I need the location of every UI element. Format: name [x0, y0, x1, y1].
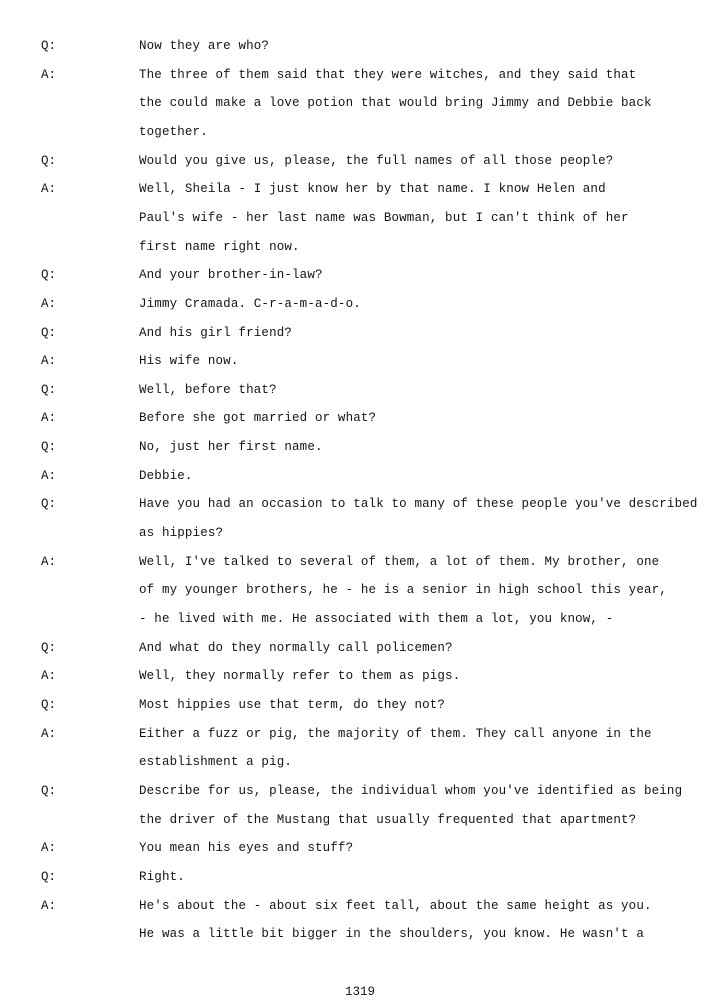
line-text: establishment a pig. — [139, 755, 293, 770]
speaker-label: A: — [41, 898, 57, 913]
line-text: His wife now. — [139, 354, 239, 369]
transcript-line — [0, 466, 720, 486]
line-text: You mean his eyes and stuff? — [139, 841, 354, 856]
speaker-label: A: — [41, 411, 57, 426]
speaker-label: A: — [41, 296, 57, 311]
speaker-label: A: — [41, 468, 57, 483]
line-text: Now they are who? — [139, 39, 270, 53]
transcript-line — [0, 408, 720, 428]
speaker-label: Q: — [41, 497, 57, 512]
line-text: No, just her first name. — [139, 440, 323, 455]
line-text: the could make a love potion that would bring Jimmy and Debbie back — [139, 96, 652, 111]
transcript-line — [0, 896, 720, 916]
transcript-line — [0, 666, 720, 686]
speaker-label: Q: — [41, 783, 57, 798]
speaker-label: Q: — [41, 39, 57, 53]
line-text: of my younger brothers, he - he is a senior in high school this year, — [139, 583, 667, 598]
transcript-line — [0, 609, 720, 629]
speaker-label: A: — [41, 67, 57, 82]
transcript-line — [0, 294, 720, 314]
transcript-line — [0, 237, 720, 257]
line-text: Right. — [139, 869, 185, 884]
line-text: Describe for us, please, the individual whom you've identified as being — [139, 783, 683, 798]
transcript-line — [0, 781, 720, 801]
speaker-label: Q: — [41, 440, 57, 455]
transcript-line — [0, 179, 720, 199]
transcript-line — [0, 437, 720, 457]
speaker-label: Q: — [41, 640, 57, 655]
transcript-line — [0, 65, 720, 85]
speaker-label: Q: — [41, 869, 57, 884]
transcript-line — [0, 494, 720, 514]
transcript-line — [0, 151, 720, 171]
speaker-label: A: — [41, 841, 57, 856]
speaker-label: A: — [41, 182, 57, 197]
line-text: the driver of the Mustang that usually frequented that apartment? — [139, 812, 637, 827]
line-text: first name right now. — [139, 239, 300, 254]
line-text: He was a little bit bigger in the shoulders, you know. He wasn't a — [139, 927, 644, 942]
line-text: Well, Sheila - I just know her by that name. I know Helen and — [139, 182, 606, 197]
line-text: together. — [139, 124, 208, 139]
line-text: The three of them said that they were witches, and they said that — [139, 67, 637, 82]
transcript-line — [0, 323, 720, 343]
transcript-line — [0, 122, 720, 142]
speaker-label: A: — [41, 554, 57, 569]
line-text: Well, before that? — [139, 382, 277, 397]
line-text: Before she got married or what? — [139, 411, 377, 426]
transcript-line — [0, 695, 720, 715]
transcript-line — [0, 924, 720, 944]
line-text: Well, they normally refer to them as pigs. — [139, 669, 461, 684]
transcript-line — [0, 838, 720, 858]
line-text: Jimmy Cramada. C-r-a-m-a-d-o. — [139, 296, 361, 311]
speaker-label: A: — [41, 354, 57, 369]
transcript-line — [0, 380, 720, 400]
line-text: He's about the - about six feet tall, about the same height as you. — [139, 898, 652, 913]
line-text: Either a fuzz or pig, the majority of them. They call anyone in the — [139, 726, 652, 741]
line-text: And what do they normally call policemen? — [139, 640, 453, 655]
speaker-label: A: — [41, 669, 57, 684]
transcript-line — [0, 93, 720, 113]
transcript-line — [0, 752, 720, 772]
transcript-line — [0, 580, 720, 600]
transcript-line — [0, 638, 720, 658]
line-text: as hippies? — [139, 526, 224, 540]
transcript-line — [0, 36, 720, 56]
page-number: 1319 — [344, 985, 375, 999]
speaker-label: Q: — [41, 325, 57, 340]
line-text: Most hippies use that term, do they not? — [139, 697, 446, 712]
speaker-label: Q: — [41, 153, 57, 168]
speaker-label: A: — [41, 726, 57, 741]
speaker-label: Q: — [41, 697, 57, 712]
line-text: Have you had an occasion to talk to many of these people you've described — [139, 497, 698, 512]
line-text: - he lived with me. He associated with them a lot, you know, - — [139, 612, 614, 626]
transcript-line — [0, 867, 720, 887]
transcript-line — [0, 552, 720, 572]
line-text: Paul's wife - her last name was Bowman, but I can't think of her — [139, 210, 629, 225]
transcript-line — [0, 265, 720, 285]
transcript-line — [0, 810, 720, 830]
transcript-line — [0, 724, 720, 744]
line-text: And his girl friend? — [139, 325, 293, 340]
line-text: Debbie. — [139, 468, 193, 483]
line-text: Well, I've talked to several of them, a lot of them. My brother, one — [139, 554, 660, 569]
line-text: And your brother-in-law? — [139, 268, 323, 283]
transcript-line — [0, 523, 720, 543]
speaker-label: Q: — [41, 382, 57, 397]
line-text: Would you give us, please, the full names of all those people? — [139, 153, 614, 168]
transcript-line — [0, 208, 720, 228]
speaker-label: Q: — [41, 268, 57, 283]
transcript-line — [0, 351, 720, 371]
